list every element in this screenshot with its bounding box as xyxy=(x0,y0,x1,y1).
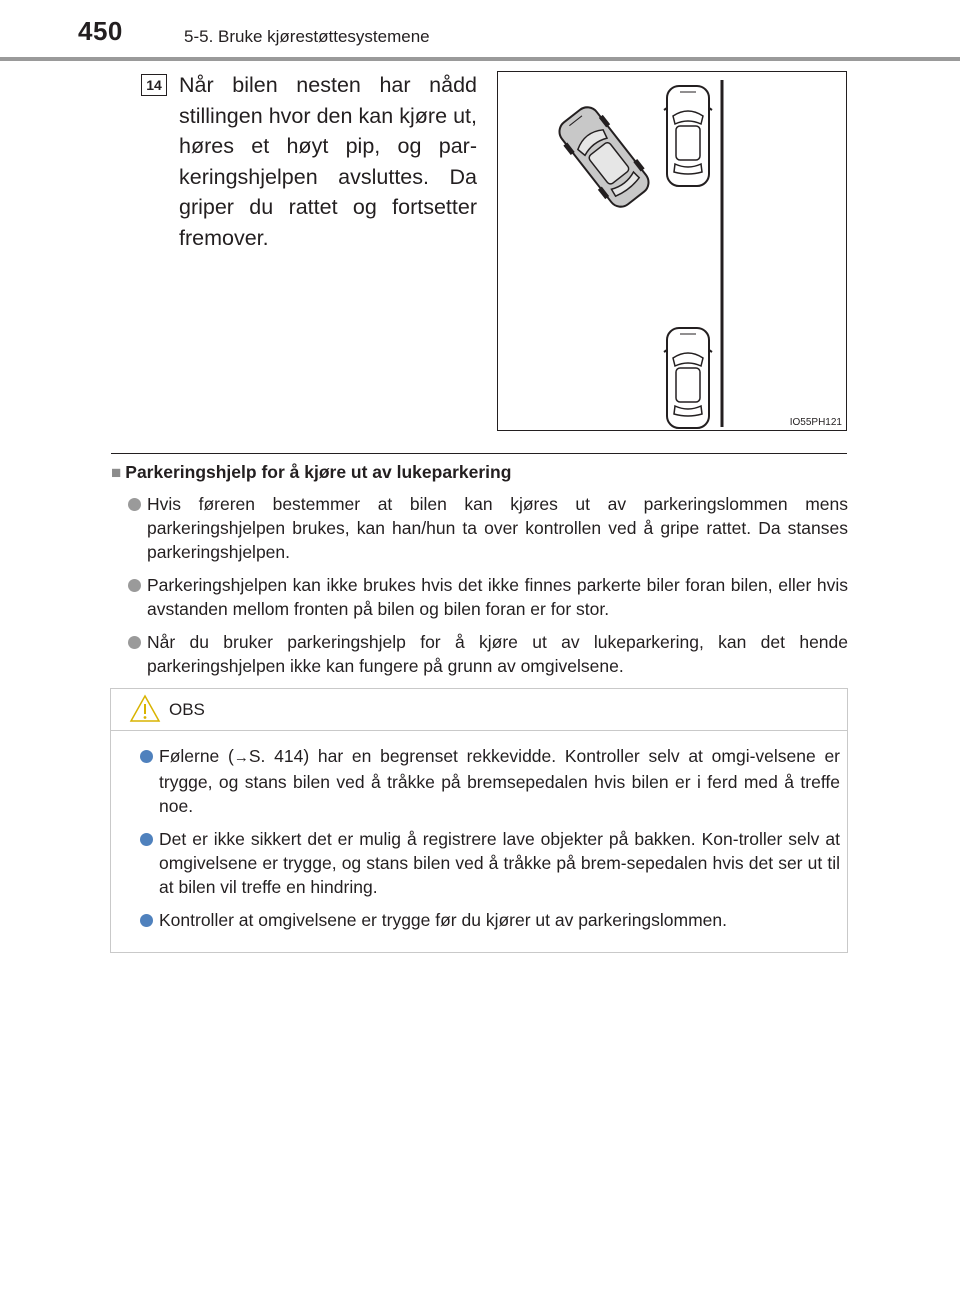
list-item-text xyxy=(159,746,840,816)
list-item-text: Hvis føreren bestemmer at bilen kan kjøres ut av parkeringslommen mens parkeringshjelpen brukes, kan han/hun ta over kontrollen ved å gripe rattet. Da stanses parkeringshjelpen. xyxy=(147,494,848,562)
page-number: 450 xyxy=(78,16,123,46)
list-item-text: Kontroller at omgivelsene er trygge før du kjører ut av parkeringslommen. xyxy=(159,910,728,930)
warning-text-part: S. 414) har en begrenset rekkevidde. Kontroller selv at omgi-velsene er trygge, og stans bilen ved å tråkke på bremsepedalen hvis bilen er i ferd med å treffe noe. xyxy=(159,746,841,816)
figure-code: IO55PH121 xyxy=(789,417,842,428)
bullet-dot-icon xyxy=(140,750,153,763)
subsection-heading-text: Parkeringshjelp for å kjøre ut av lukeparkering xyxy=(125,462,512,482)
warning-triangle-icon xyxy=(129,694,161,724)
warning-header xyxy=(111,689,847,731)
list-item xyxy=(140,744,840,818)
list-item-text: Parkeringshjelpen kan ikke brukes hvis det ikke finnes parkerte biler foran bilen, eller hvis avstanden mellom fronten på bilen og bilen foran er for stor. xyxy=(147,575,848,619)
list-item xyxy=(128,492,848,564)
list-item xyxy=(128,630,848,678)
bullet-dot-icon xyxy=(140,914,153,927)
list-item-text: Det er ikke sikkert det er mulig å registrere lave objekter på bakken. Kon-troller selv at omgivelsene er trygge, og stans bilen ved å tråkke på brem-sepedalen hvis det ser ut til at bilen vil treffe en hindring. xyxy=(159,829,840,897)
step-text: Når bilen nesten har nådd stillingen hvor den kan kjøre ut, høres et høyt pip, og par-keringshjelpen avsluttes. Da griper du rattet og fortsetter fremover. xyxy=(179,73,477,250)
bullet-list xyxy=(128,492,848,687)
arrow-right-icon: → xyxy=(233,749,249,766)
warning-text-part: Følerne ( xyxy=(159,746,234,766)
warning-list xyxy=(140,744,840,941)
exiting-car xyxy=(552,101,655,214)
header-rule xyxy=(0,57,960,61)
parking-illustration xyxy=(497,71,847,431)
bullet-dot-icon xyxy=(140,833,153,846)
bullet-dot-icon xyxy=(128,498,141,511)
bullet-dot-icon xyxy=(128,636,141,649)
list-item xyxy=(140,908,840,932)
list-item xyxy=(128,573,848,621)
section-divider xyxy=(111,453,847,454)
subsection-heading xyxy=(111,462,511,483)
parked-car-rear xyxy=(664,328,712,428)
list-item-text: Når du bruker parkeringshjelp for å kjøre ut av lukeparkering, kan det hende parkeringshjelpen ikke kan fungere på grunn av omgivelsene. xyxy=(147,632,848,676)
bullet-dot-icon xyxy=(128,579,141,592)
list-item xyxy=(140,827,840,899)
square-bullet-icon: ■ xyxy=(111,463,122,482)
warning-title: OBS xyxy=(169,700,205,719)
section-title: 5-5. Bruke kjørestøttesystemene xyxy=(184,27,430,46)
warning-box xyxy=(110,688,848,953)
parked-car-front xyxy=(664,86,712,186)
parking-diagram xyxy=(498,72,848,432)
step-number-badge: 14 xyxy=(141,74,167,96)
